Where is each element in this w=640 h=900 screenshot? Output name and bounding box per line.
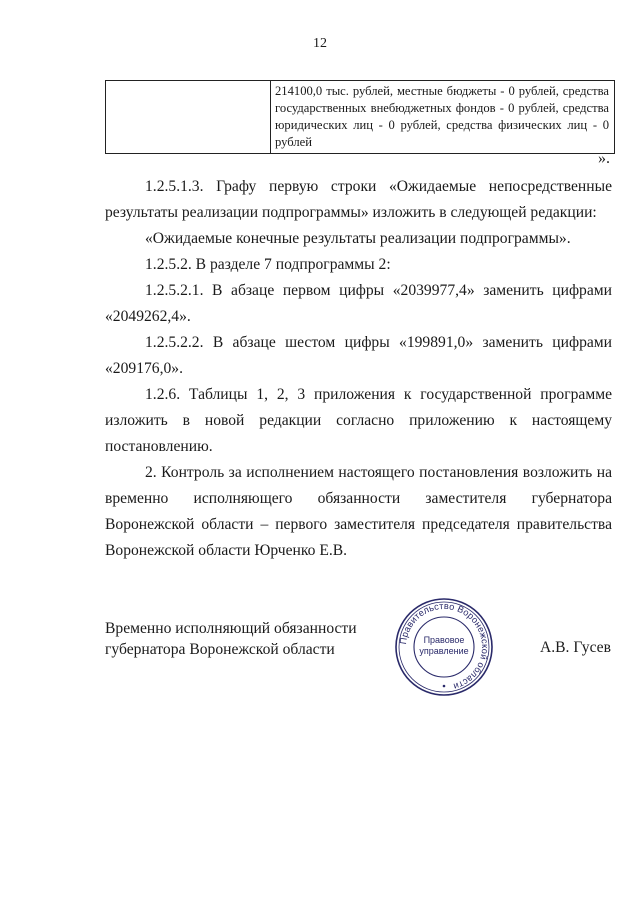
paragraph-1-2-5-2: 1.2.5.2. В разделе 7 подпрограммы 2: — [145, 256, 391, 273]
table-row — [106, 81, 615, 154]
page-number: 12 — [313, 36, 327, 51]
stamp-ring-text: Правительство Воронежской области — [398, 600, 491, 692]
document-body — [105, 174, 612, 564]
table-cell-funding: 214100,0 тыс. рублей, местные бюджеты - 0 рублей, средства государственных внебюджетных фондов - 0 рублей, средства юридических лиц - 0 рублей, средства физических лиц - 0 рублей — [271, 81, 615, 154]
paragraph-expected-results: «Ожидаемые конечные результаты реализации подпрограммы». — [145, 230, 571, 247]
signatory-position — [105, 618, 357, 660]
stamp-star-icon — [443, 685, 446, 688]
official-stamp — [393, 596, 495, 698]
paragraph-2-control: 2. Контроль за исполнением настоящего постановления возложить на временно исполняющего обязанности заместителя губернатора Воронежской области – первого заместителя председателя правительства Воронежской области Юрченко Е.В. — [105, 464, 612, 559]
signatory-position-line1: Временно исполняющий обязанности — [105, 620, 357, 637]
paragraph-1-2-5-2-2: 1.2.5.2.2. В абзаце шестом цифры «199891,0» заменить цифрами «209176,0». — [105, 334, 612, 377]
stamp-center-line2: управление — [419, 646, 469, 656]
table-cell-empty — [106, 81, 271, 154]
paragraph-1-2-5-2-1: 1.2.5.2.1. В абзаце первом цифры «2039977,4» заменить цифрами «2049262,4». — [105, 282, 612, 325]
continuation-table — [105, 80, 615, 154]
paragraph-1-2-6: 1.2.6. Таблицы 1, 2, 3 приложения к государственной программе изложить в новой редакции согласно приложению к настоящему постановлению. — [105, 386, 612, 455]
stamp-center-line1: Правовое — [423, 635, 465, 645]
closing-quote: ». — [598, 150, 610, 167]
paragraph-1-2-5-1-3: 1.2.5.1.3. Графу первую строки «Ожидаемые непосредственные результаты реализации подпрограммы» изложить в следующей редакции: — [105, 178, 612, 221]
signatory-name: А.В. Гусев — [540, 639, 611, 656]
signatory-position-line2: губернатора Воронежской области — [105, 641, 335, 658]
